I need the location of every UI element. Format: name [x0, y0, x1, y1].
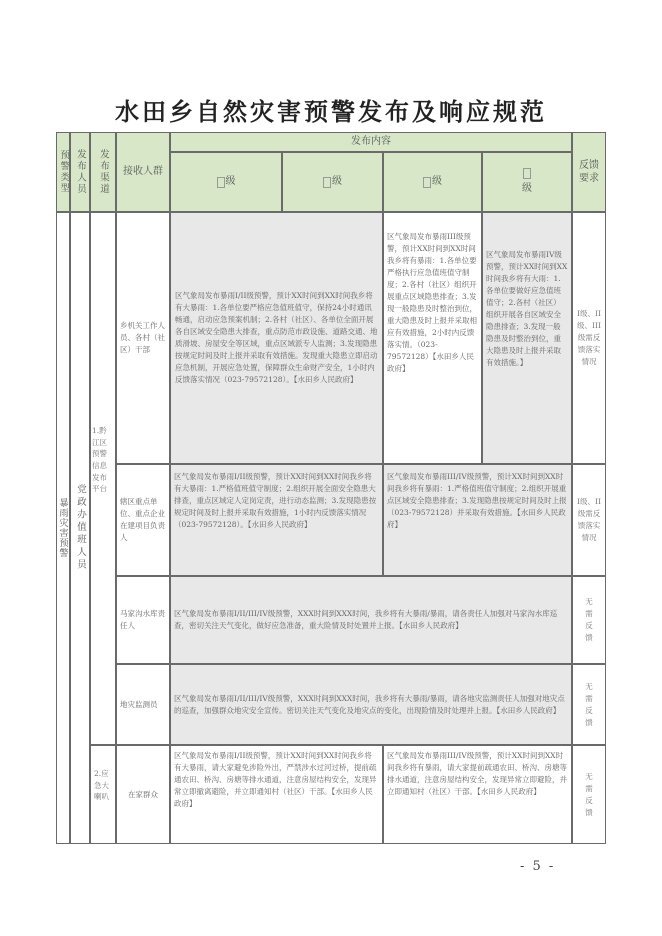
content-row-3: 区气象局发布暴雨I/II/III/IV级预警，XXX时间到XXX时间，我乡将有大暴雨/暴雨，请各责任人加强对马家沟水库巡查，密切关注天气变化，做好应急准备，重大险情及时处置并上报。【水田乡人民政府】 [170, 576, 572, 664]
header-warning-type: 预警类型 [56, 132, 70, 212]
header-publisher: 发布人员 [70, 132, 90, 212]
content-level-4-row-1: 区气象局发布暴雨IV级预警，预计XX时间到XX时间我乡将有大雨：1.各单位要做好应急值班值守；2.各村（社区）组织开展各自区域安全隐患排查；3.发现一般隐患及时整治到位，重大隐患及时上报并采取有效措施。】 [482, 212, 572, 464]
page-number: - 5 - [520, 859, 556, 874]
content-level-3-4-row-5: 区气象局发布暴雨III/IV级预警，预计XX时间到XX时间我乡将有暴雨，请大家提前疏通农田、桥沟、房塘等排水通道，注意房屋结构安全，发现异常立即避险，并立即通知村（社区）干部。【水田乡人民政府】 [383, 745, 572, 844]
channel-cell-2: 2.应急大喇叭 [90, 745, 116, 844]
receiver-row-3: 马家沟水库责任人 [116, 576, 170, 664]
level-glyph-icon [523, 168, 531, 179]
header-content: 发布内容 [170, 132, 572, 152]
content-level-1-2-row-1: 区气象局发布暴雨I/II级预警，预计XX时间到XX时间我乡将有大暴雨：1.各单位要严格应急值班值守，保持24小时通讯畅通，启动应急预案机制；2.各村（社区）、各单位全面开展各自区域安全隐患大排查，重点防范市政设施、道路交通、地质滑坡、房屋安全等区域，重点区域派专人监测；3.发现隐患按规定时间及时上报并采取有效措施。发现重大隐患立即启动应急机制，开展应急处置，保障群众生命财产安全，1小时内反馈落实情况（023-79572128）。【水田乡人民政府】 [170, 212, 383, 464]
feedback-row-1: I级、II级、III级需反馈落实情况 [572, 212, 606, 464]
feedback-row-5: 无需反馈 [572, 745, 606, 844]
publisher-cell: 党政办值班人员 [70, 212, 90, 844]
header-feedback: 反馈要求 [572, 132, 606, 212]
level-glyph-icon [423, 177, 431, 188]
content-row-4: 区气象局发布暴雨I/II/III/IV级预警，XXX时间到XXX时间，我乡将有大暴雨/暴雨，请各地灾监测责任人加强对地灾点的巡查，加强群众地灾安全宣传。密切关注天气变化及地灾点的变化，出现险情及时处理并上报。【水田乡人民政府】 [170, 664, 572, 745]
receiver-row-2: 辖区重点单位、重点企业在建项目负责人 [116, 464, 170, 576]
content-level-3-row-1: 区气象局发布暴雨III级预警，预计XX时间到XX时间我乡将有暴雨：1.各单位要严格执行应急值班值守制度；2.各村（社区）组织开展重点区域隐患排查；3.发现一般隐患及时整治到位，重大隐患及时上报并采取相应有效措施，2小时内反馈落实情。（023-79572128）【水田乡人民政府】 [383, 212, 482, 464]
level-glyph-icon [323, 177, 331, 188]
receiver-row-4: 地灾监测员 [116, 664, 170, 745]
header-level-3: 级 [383, 152, 482, 212]
header-receiver: 接收人群 [116, 132, 170, 212]
receiver-row-5: 在家群众 [116, 745, 170, 844]
feedback-row-3: 无需反馈 [572, 576, 606, 664]
feedback-row-4: 无需反馈 [572, 664, 606, 745]
receiver-row-1: 乡机关工作人员、各村（社区）干部 [116, 212, 170, 464]
header-channel: 发布渠道 [90, 132, 116, 212]
feedback-row-2: I级、II级需反馈落实情况 [572, 464, 606, 576]
header-level-4: 级 [482, 152, 572, 212]
page-title: 水田乡自然灾害预警发布及响应规范 [115, 97, 547, 126]
warning-type-cell: 暴雨灾害预警 [56, 212, 70, 844]
level-glyph-icon [217, 177, 225, 188]
content-level-3-4-row-2: 区气象局发布暴雨III/IV级预警，预计XX时间到XX时间我乡将有暴雨：1.严格值班值守制度；2.组织开展重点区域安全隐患排查；3.发现隐患按规定时间及时上报（023-79572128）并采取有效措施。【水田乡人民政府】 [383, 464, 572, 576]
content-level-1-2-row-5: 区气象局发布暴雨I/II级预警，预计XX时间到XX时间我乡将有大暴雨，请大家避免涉险外出，严禁涉水过河过桥，提前疏通农田、桥沟、房塘等排水通道，注意房屋结构安全，发现异常立即撤离避险，并立即通知村（社区）干部。【水田乡人民政府】 [170, 745, 383, 844]
warning-table [56, 132, 606, 844]
header-level-2: 级 [282, 152, 383, 212]
channel-cell-1: 1.黔江区预警信息发布平台 [90, 212, 116, 745]
content-level-1-2-row-2: 区气象局发布暴雨I/II级预警，预计XX时间到XX时间我乡将有大暴雨：1.严格值班值守制度；2.组织开展全面安全隐患大排查，重点区域定人定岗定责，进行动态监测；3.发现隐患按规定时间及时上报并采取有效措施，1小时内反馈落实情况（023-79572128）。【水田乡人民政府】 [170, 464, 383, 576]
header-level-1: 级 [170, 152, 282, 212]
